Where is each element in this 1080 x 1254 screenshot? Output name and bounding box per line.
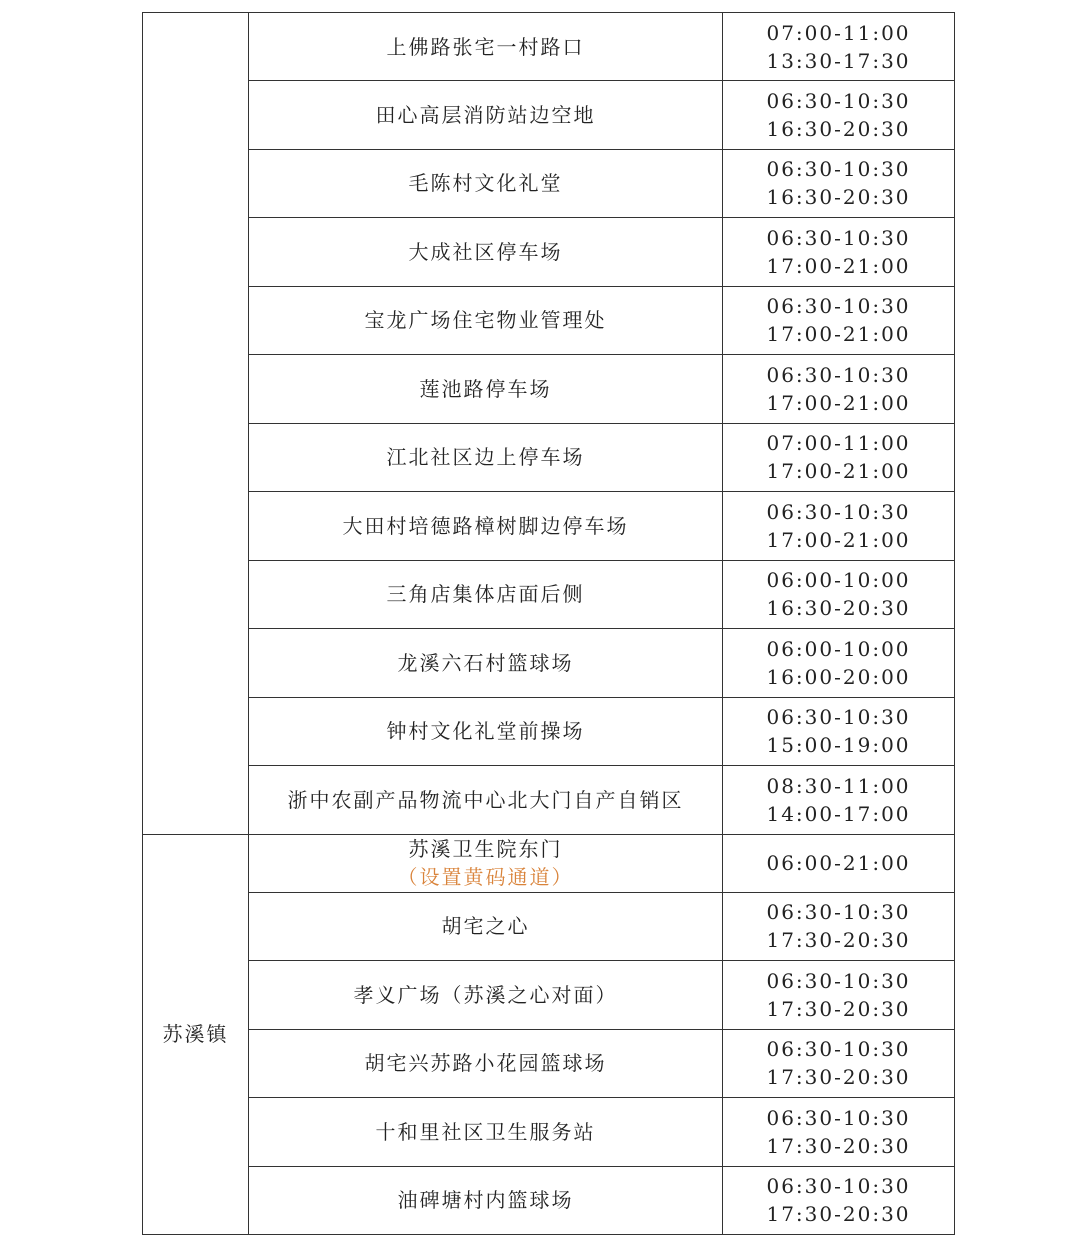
table-row: [143, 81, 955, 150]
site-name-cell: [249, 1029, 723, 1098]
table-row: [143, 560, 955, 629]
time-cell: [723, 218, 955, 287]
time-cell: [723, 961, 955, 1030]
time-slot: 06:30-10:30: [766, 1037, 911, 1062]
table-row: [143, 892, 955, 961]
site-name-cell: [249, 423, 723, 492]
table-row: [143, 629, 955, 698]
time-cell: [723, 492, 955, 561]
site-name: 田心高层消防站边空地: [375, 102, 596, 127]
time-slot: 06:30-10:30: [766, 294, 911, 319]
site-name-cell: [249, 560, 723, 629]
time-slot: 17:30-20:30: [766, 996, 911, 1021]
time-slot: 16:00-20:00: [766, 664, 911, 689]
site-name-cell: [249, 81, 723, 150]
site-name: 毛陈村文化礼堂: [408, 171, 563, 196]
time-slot: 06:30-10:30: [766, 900, 911, 925]
table-body: [143, 13, 955, 1235]
table-row: [143, 1098, 955, 1167]
time-cell: [723, 834, 955, 892]
table-row: [143, 149, 955, 218]
time-slot: 14:00-17:00: [766, 801, 911, 826]
time-cell: [723, 423, 955, 492]
time-slot: 06:30-10:30: [766, 157, 911, 182]
time-slot: 06:30-10:30: [766, 225, 911, 250]
site-name: 江北社区边上停车场: [386, 445, 585, 470]
time-slot: 06:30-10:30: [766, 362, 911, 387]
time-slot: 06:30-10:30: [766, 1105, 911, 1130]
time-slot: 06:30-10:30: [766, 968, 911, 993]
site-name: 大田村培德路樟树脚边停车场: [342, 513, 629, 538]
site-name: 大成社区停车场: [408, 239, 563, 264]
time-slot: 17:00-21:00: [766, 390, 911, 415]
site-name: 上佛路张宅一村路口: [386, 34, 585, 59]
time-slot: 06:30-10:30: [766, 88, 911, 113]
site-name-cell: [249, 1166, 723, 1235]
time-slot: 07:00-11:00: [766, 431, 911, 456]
time-slot: 06:00-10:00: [766, 568, 911, 593]
time-slot: 08:30-11:00: [766, 773, 911, 798]
site-name: 孝义广场（苏溪之心对面）: [353, 982, 618, 1007]
site-name: 十和里社区卫生服务站: [375, 1119, 596, 1144]
site-name-cell: [249, 961, 723, 1030]
site-name-cell: [249, 286, 723, 355]
time-slot: 17:30-20:30: [766, 1133, 911, 1158]
site-name: 龙溪六石村篮球场: [397, 650, 574, 675]
yellow-code-note: （设置黄码通道）: [397, 865, 574, 889]
site-name: 宝龙广场住宅物业管理处: [364, 308, 607, 333]
site-name-cell: [249, 492, 723, 561]
site-name: 胡宅兴苏路小花园篮球场: [364, 1051, 607, 1076]
site-name-cell: [249, 149, 723, 218]
site-name: 油碑塘村内篮球场: [397, 1188, 574, 1213]
table-row: [143, 697, 955, 766]
time-cell: [723, 286, 955, 355]
time-cell: [723, 1166, 955, 1235]
testing-site-table: [142, 12, 955, 1235]
time-slot: 07:00-11:00: [766, 20, 911, 45]
site-name-cell: [249, 892, 723, 961]
table-row: [143, 1029, 955, 1098]
time-slot: 06:30-10:30: [766, 499, 911, 524]
town-cell: [143, 13, 249, 835]
table-row: [143, 961, 955, 1030]
town-cell: 苏溪镇: [143, 834, 249, 1235]
site-name: 莲池路停车场: [419, 376, 552, 401]
site-name-cell: [249, 629, 723, 698]
site-name-cell: [249, 355, 723, 424]
time-slot: 17:00-21:00: [766, 459, 911, 484]
table-row: [143, 766, 955, 835]
table-row: [143, 492, 955, 561]
time-cell: [723, 81, 955, 150]
time-slot: 16:30-20:30: [766, 116, 911, 141]
time-slot: 17:30-20:30: [766, 1202, 911, 1227]
table-row: [143, 1166, 955, 1235]
time-slot: 17:00-21:00: [766, 322, 911, 347]
site-name: 苏溪卫生院东门: [408, 837, 563, 861]
time-slot: 17:30-20:30: [766, 928, 911, 953]
time-cell: [723, 560, 955, 629]
site-name: 三角店集体店面后侧: [386, 582, 585, 607]
site-name: 钟村文化礼堂前操场: [386, 719, 585, 744]
time-slot: 17:30-20:30: [766, 1065, 911, 1090]
time-slot: 13:30-17:30: [766, 48, 911, 73]
time-slot: 06:30-10:30: [766, 705, 911, 730]
site-name: 胡宅之心: [441, 914, 530, 939]
site-name-cell: [249, 13, 723, 81]
time-slot: 06:00-10:00: [766, 636, 911, 661]
table-row: [143, 13, 955, 81]
time-cell: [723, 13, 955, 81]
time-slot: 16:30-20:30: [766, 596, 911, 621]
time-cell: [723, 355, 955, 424]
site-name-cell: [249, 834, 723, 892]
table-row: [143, 423, 955, 492]
time-cell: [723, 1098, 955, 1167]
table-row: [143, 286, 955, 355]
table-row: [143, 834, 955, 892]
site-name-cell: [249, 218, 723, 287]
time-slot: 06:00-21:00: [766, 851, 911, 875]
time-cell: [723, 629, 955, 698]
time-cell: [723, 892, 955, 961]
time-cell: [723, 766, 955, 835]
site-name: 浙中农副产品物流中心北大门自产自销区: [287, 787, 684, 812]
time-slot: 16:30-20:30: [766, 185, 911, 210]
site-name-cell: [249, 1098, 723, 1167]
time-cell: [723, 697, 955, 766]
site-name-cell: [249, 697, 723, 766]
time-slot: 17:00-21:00: [766, 527, 911, 552]
time-slot: 15:00-19:00: [766, 733, 911, 758]
time-cell: [723, 149, 955, 218]
table-row: [143, 355, 955, 424]
time-slot: 17:00-21:00: [766, 253, 911, 278]
site-name-cell: [249, 766, 723, 835]
time-cell: [723, 1029, 955, 1098]
time-slot: 06:30-10:30: [766, 1174, 911, 1199]
table-row: [143, 218, 955, 287]
